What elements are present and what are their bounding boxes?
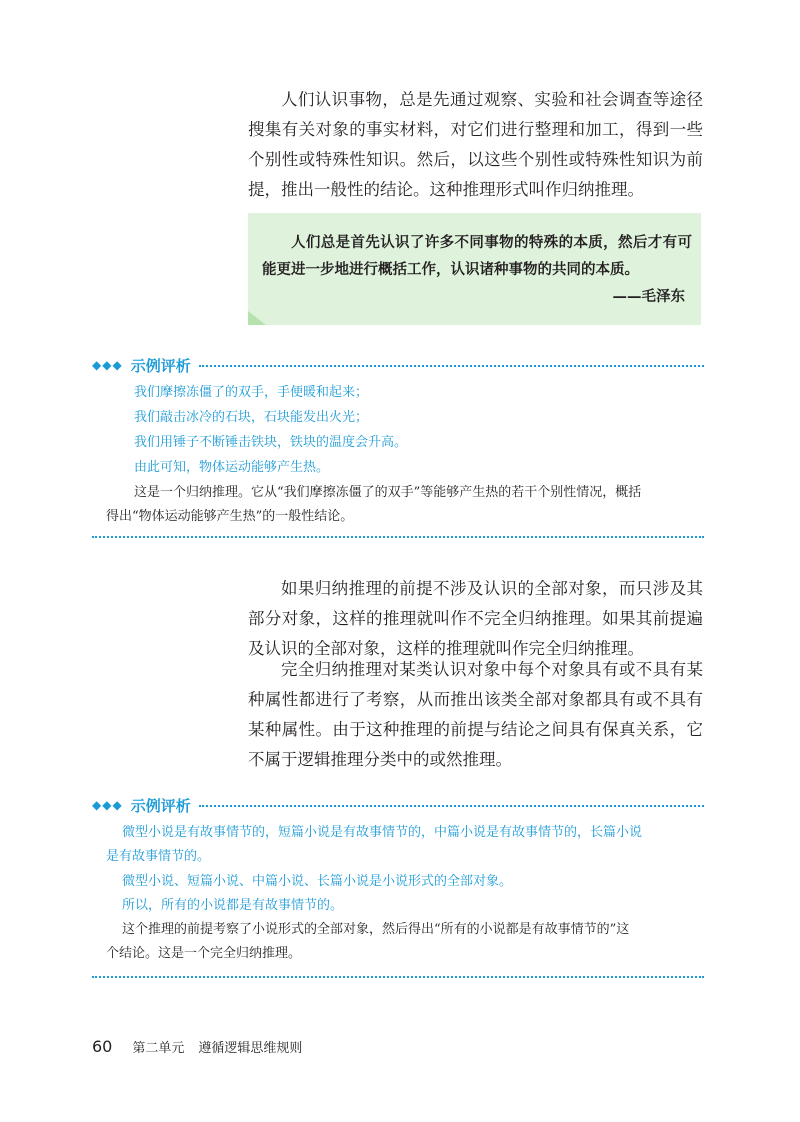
page-number: 60	[92, 1037, 113, 1056]
example-line: 微型小说是有故事情节的，短篇小说是有故事情节的，中篇小说是有故事情节的，长篇小说	[122, 825, 643, 840]
unit-title: 遵循逻辑思维规则	[198, 1041, 303, 1056]
section-header-example-2	[92, 795, 704, 815]
quote-author: ——毛泽东	[612, 288, 685, 305]
example-line: 所以，所有的小说都是有故事情节的。	[122, 898, 344, 913]
analysis-line: 这个推理的前提考察了小说形式的全部对象，然后得出“所有的小说都是有故事情节的”这	[122, 922, 630, 937]
diamond-icons: ◆◆◆	[92, 798, 123, 812]
quote-text: 人们总是首先认识了许多不同事物的特殊的本质，然后才有可能更进一步地进行概括工作，认识诸种事物的共同的本质。	[262, 234, 692, 278]
example-line: 由此可知，物体运动能够产生热。	[134, 460, 330, 475]
example-line: 微型小说、短篇小说、中篇小说、长篇小说是小说形式的全部对象。	[122, 874, 513, 889]
section-title: 示例评析	[130, 356, 191, 375]
section-divider	[92, 976, 704, 978]
dotted-rule	[199, 805, 704, 807]
dotted-rule	[199, 365, 704, 367]
unit-label: 第二单元	[132, 1041, 185, 1056]
section-title: 示例评析	[130, 796, 191, 815]
quote-box	[248, 213, 701, 325]
analysis-line: 得出“物体运动能够产生热”的一般性结论。	[106, 509, 354, 524]
body-paragraph-induction: 人们认识事物，总是先通过观察、实验和社会调查等途径搜集有关对象的事实材料，对它们进行整理和加工，得到一些个别性或特殊性知识。然后，以这些个别性或特殊性知识为前提，推出一般性的结论。这种推理形式叫作归纳推理。	[248, 90, 703, 199]
diamond-icons: ◆◆◆	[92, 358, 123, 372]
page-footer	[92, 1037, 316, 1056]
page-fold-decoration	[248, 311, 266, 325]
body-paragraph-complete: 完全归纳推理对某类认识对象中每个对象具有或不具有某种属性都进行了考察，从而推出该类全部对象都具有或不具有某种属性。由于这种推理的前提与结论之间具有保真关系，它不属于逻辑推理分类中的或然推理。	[248, 660, 703, 769]
body-paragraph-incomplete: 如果归纳推理的前提不涉及认识的全部对象，而只涉及其部分对象，这样的推理就叫作不完全归纳推理。如果其前提遍及认识的全部对象，这样的推理就叫作完全归纳推理。	[248, 579, 703, 658]
section-header-example-1	[92, 355, 704, 375]
section-divider	[92, 536, 704, 538]
example-line: 我们敲击冰冷的石块，石块能发出火光；	[134, 410, 369, 425]
footer-chapter	[132, 1037, 316, 1056]
example-line: 我们用锤子不断锤击铁块，铁块的温度会升高。	[134, 435, 408, 450]
example-line: 是有故事情节的。	[106, 849, 211, 864]
analysis-line: 个结论。这是一个完全归纳推理。	[106, 946, 302, 961]
analysis-line: 这是一个归纳推理。它从“我们摩擦冻僵了的双手”等能够产生热的若干个别性情况，概括	[134, 485, 642, 500]
example-line: 我们摩擦冻僵了的双手，手便暖和起来；	[134, 385, 369, 400]
